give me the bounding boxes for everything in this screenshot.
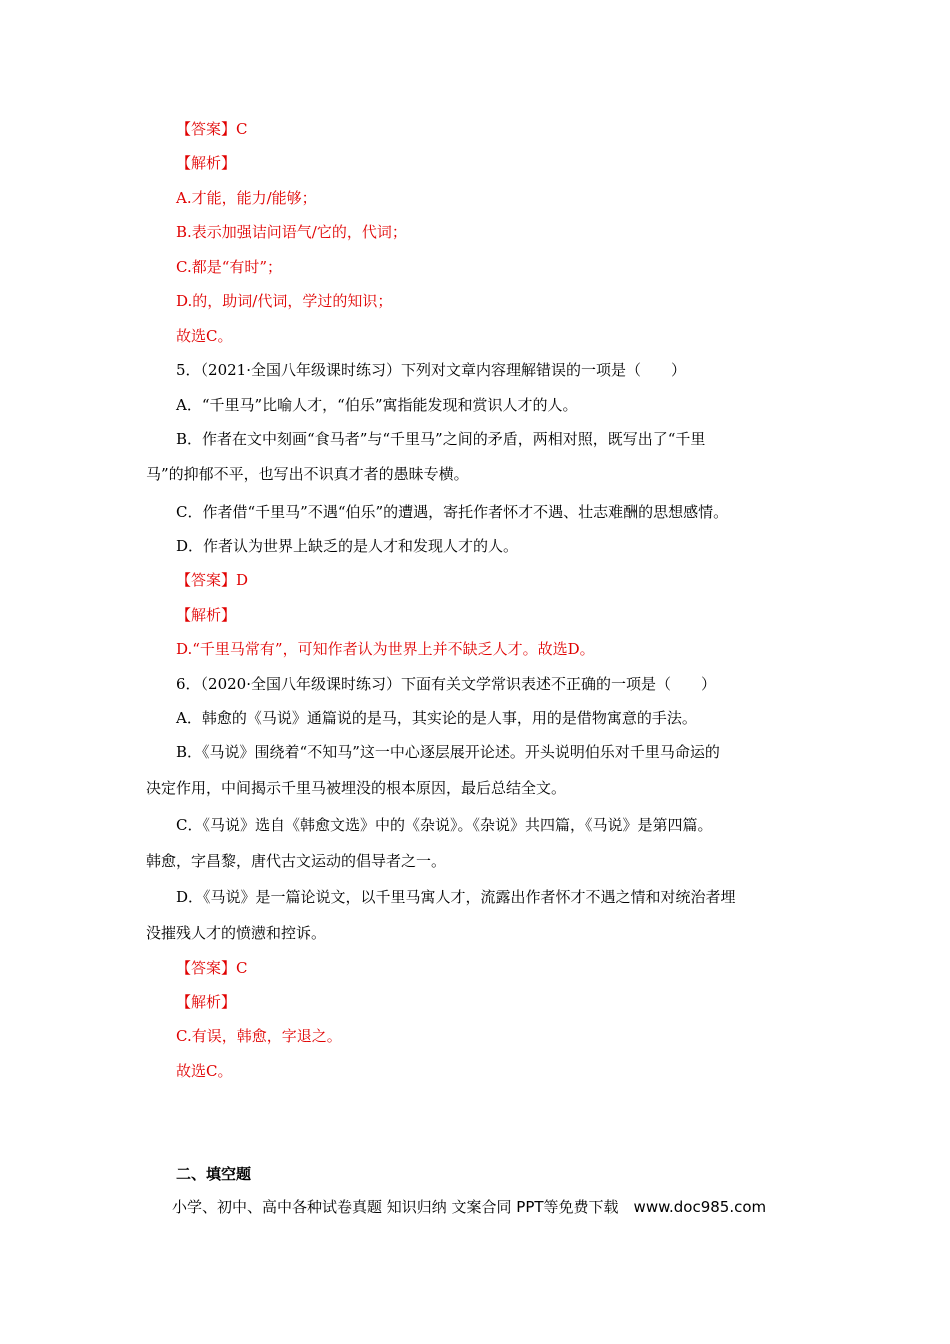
q6-option-c: C．《马说》选自《韩愈文选》中的《杂说》。《杂说》共四篇，《马说》是第四篇。 bbox=[176, 816, 713, 834]
q6-analysis-label: 【解析】 bbox=[176, 993, 237, 1011]
answer-value: C bbox=[236, 120, 248, 138]
q5-analysis-line: D.“千里马常有”，可知作者认为世界上并不缺乏人才。故选D。 bbox=[176, 640, 595, 658]
q6-option-b-cont: 决定作用，中间揭示千里马被埋没的根本原因，最后总结全文。 bbox=[146, 779, 567, 797]
q4-analysis-line: B.表示加强诘问语气/它的，代词； bbox=[176, 223, 407, 241]
q6-option-c-cont: 韩愈，字昌黎，唐代古文运动的倡导者之一。 bbox=[146, 852, 447, 870]
q5-analysis-label: 【解析】 bbox=[176, 606, 237, 624]
answer-value: D bbox=[236, 571, 249, 589]
answer-label: 【答案】 bbox=[176, 120, 237, 138]
section-title: 二、填空题 bbox=[176, 1165, 252, 1183]
q5-option-d: D．作者认为世界上缺乏的是人才和发现人才的人。 bbox=[176, 537, 519, 555]
q6-option-a: A．韩愈的《马说》通篇说的是马，其实论的是人事，用的是借物寓意的手法。 bbox=[176, 709, 697, 727]
q4-answer bbox=[176, 118, 248, 140]
q5-option-a: A．“千里马”比喻人才，“伯乐”寓指能发现和赏识人才的人。 bbox=[176, 396, 578, 414]
q5-option-b: B．作者在文中刻画“食马者”与“千里马”之间的矛盾，两相对照，既写出了“千里 bbox=[176, 430, 706, 448]
q6-option-b: B．《马说》围绕着“不知马”这一中心逐层展开论述。开头说明伯乐对千里马命运的 bbox=[176, 743, 720, 761]
q6-analysis-line: 故选C。 bbox=[176, 1062, 233, 1080]
answer-label: 【答案】 bbox=[176, 959, 237, 977]
q4-analysis-line: C.都是“有时”； bbox=[176, 258, 283, 276]
q6-analysis-line: C.有误，韩愈，字退之。 bbox=[176, 1027, 342, 1045]
answer-value: C bbox=[236, 959, 248, 977]
q6-answer bbox=[176, 957, 248, 979]
q5-stem: 5．（2021·全国八年级课时练习）下列对文章内容理解错误的一项是（ ） bbox=[176, 361, 686, 379]
q6-option-d: D．《马说》是一篇论说文，以千里马寓人才，流露出作者怀才不遇之情和对统治者埋 bbox=[176, 888, 736, 906]
q5-option-c: C．作者借“千里马”不遇“伯乐”的遭遇，寄托作者怀才不遇、壮志难酬的思想感情。 bbox=[176, 503, 729, 521]
q6-stem: 6．（2020·全国八年级课时练习）下面有关文学常识表述不正确的一项是（ ） bbox=[176, 675, 716, 693]
q4-analysis-line: A.才能，能力/能够； bbox=[176, 189, 317, 207]
q5-answer bbox=[176, 569, 248, 591]
q6-option-d-cont: 没摧残人才的愤懑和控诉。 bbox=[146, 924, 327, 942]
answer-label: 【答案】 bbox=[176, 571, 237, 589]
q4-analysis-line: 故选C。 bbox=[176, 327, 233, 345]
q5-option-b-cont: 马”的抑郁不平，也写出不识真才者的愚昧专横。 bbox=[146, 465, 469, 483]
footer-text: 小学、初中、高中各种试卷真题 知识归纳 文案合同 PPT等免费下载 www.doc985.com bbox=[172, 1198, 767, 1216]
q4-analysis-label: 【解析】 bbox=[176, 154, 237, 172]
q4-analysis-line: D.的，助词/代词，学过的知识； bbox=[176, 292, 393, 310]
